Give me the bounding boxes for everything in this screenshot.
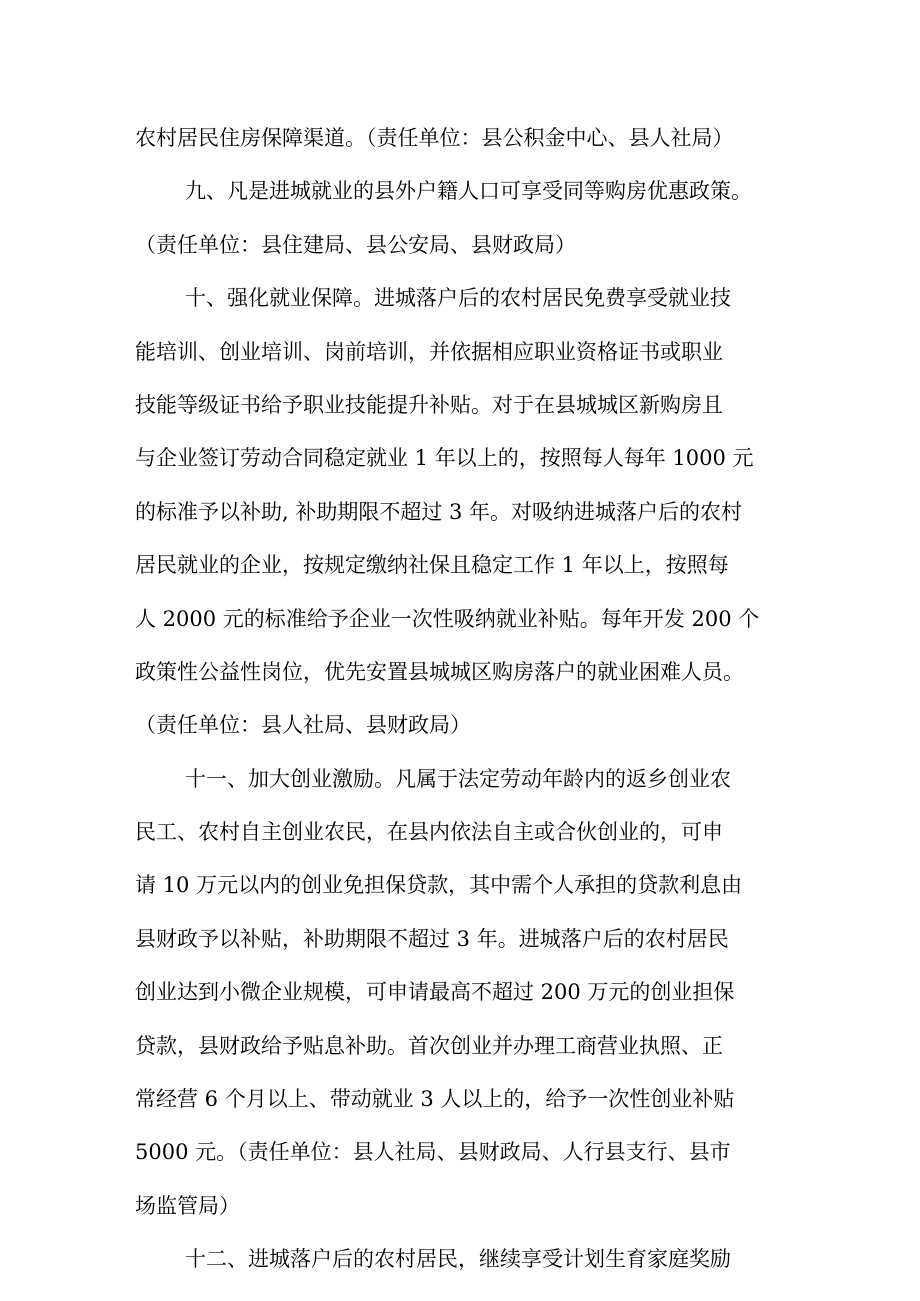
- text-line: 民工、农村自主创业农民，在县内依法自主或合伙创业的，可申: [135, 820, 723, 845]
- text-line: 场监管局）: [135, 1193, 240, 1218]
- text-line: 请 10 万元以内的创业免担保贷款，其中需个人承担的贷款利息由: [135, 873, 743, 898]
- text-line: （责任单位：县住建局、县公安局、县财政局）: [135, 232, 576, 257]
- document-body: [135, 112, 795, 1287]
- text-line: 能培训、创业培训、岗前培训，并依据相应职业资格证书或职业: [135, 339, 723, 364]
- text-line: 与企业签订劳动合同稳定就业 1 年以上的，按照每人每年 1000 元: [135, 446, 754, 471]
- text-line: 常经营 6 个月以上、带动就业 3 人以上的，给予一次性创业补贴: [135, 1087, 735, 1112]
- text-line: 技能等级证书给予职业技能提升补贴。对于在县城城区新购房且: [135, 392, 723, 417]
- text-line: 5000 元。（责任单位：县人社局、县财政局、人行县支行、县市: [135, 1140, 731, 1165]
- text-line: 人 2000 元的标准给予企业一次性吸纳就业补贴。每年开发 200 个: [135, 606, 760, 631]
- text-line: 政策性公益性岗位，优先安置县城城区购房落户的就业困难人员。: [135, 659, 744, 684]
- text-line: 居民就业的企业，按规定缴纳社保且稳定工作 1 年以上，按照每: [135, 553, 729, 578]
- text-line: 的标准予以补助, 补助期限不超过 3 年。对吸纳进城落户后的农村: [135, 499, 743, 524]
- text-line: 创业达到小微企业规模，可申请最高不超过 200 万元的创业担保: [135, 980, 735, 1005]
- text-line: 县财政予以补贴，补助期限不超过 3 年。进城落户后的农村居民: [135, 926, 729, 951]
- text-line: 贷款，县财政给予贴息补助。首次创业并办理工商营业执照、正: [135, 1033, 723, 1058]
- text-line: 十二、进城落户后的农村居民，继续享受计划生育家庭奖励: [185, 1247, 731, 1272]
- text-line: 九、凡是进城就业的县外户籍人口可享受同等购房优惠政策。: [185, 179, 752, 204]
- text-line: 十一、加大创业激励。凡属于法定劳动年龄内的返乡创业农: [185, 766, 731, 791]
- text-line: （责任单位：县人社局、县财政局）: [135, 713, 471, 738]
- text-line: 农村居民住房保障渠道。（责任单位：县公积金中心、县人社局）: [135, 126, 734, 150]
- text-line: 十、强化就业保障。进城落户后的农村居民免费享受就业技: [185, 286, 731, 311]
